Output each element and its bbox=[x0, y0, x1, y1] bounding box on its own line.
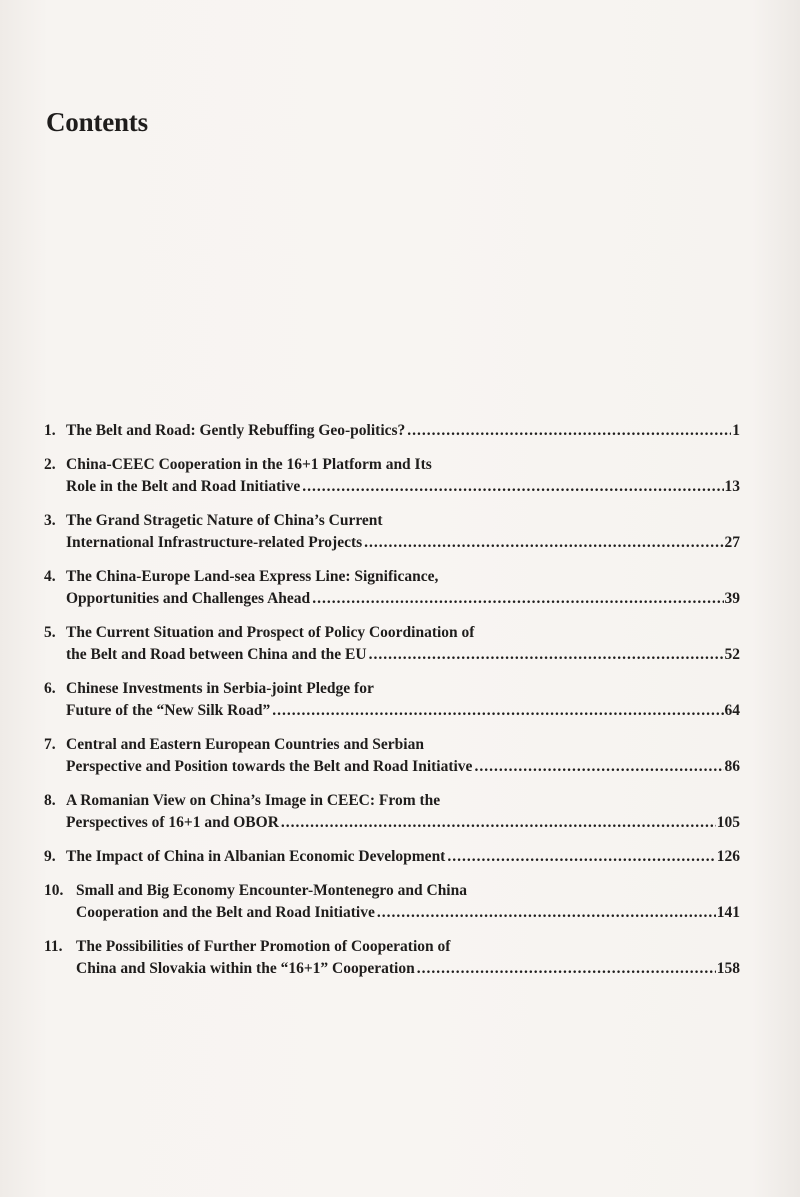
dot-leader bbox=[312, 588, 723, 610]
entry-title-line: The Current Situation and Prospect of Policy Coordination of bbox=[66, 624, 475, 641]
entry-page-number: 86 bbox=[724, 758, 740, 775]
toc-entry bbox=[44, 510, 740, 554]
entry-number: 5. bbox=[44, 624, 56, 641]
entry-number: 10. bbox=[44, 882, 64, 899]
toc-entry bbox=[44, 454, 740, 498]
entry-title-line: China-CEEC Cooperation in the 16+1 Platform and Its bbox=[66, 456, 432, 473]
entry-title-line: Perspectives of 16+1 and OBOR bbox=[66, 814, 279, 831]
entry-number: 7. bbox=[44, 736, 56, 753]
toc-entry bbox=[44, 880, 740, 924]
dot-leader bbox=[377, 902, 716, 924]
entry-title-line: China and Slovakia within the “16+1” Cooperation bbox=[76, 960, 415, 977]
dot-leader bbox=[369, 644, 724, 666]
entry-page-number: 39 bbox=[724, 590, 740, 607]
entry-number: 3. bbox=[44, 512, 56, 529]
entry-page-number: 126 bbox=[716, 848, 740, 865]
entry-title-line: Central and Eastern European Countries and Serbian bbox=[66, 736, 424, 753]
entry-title-line: The Possibilities of Further Promotion of Cooperation of bbox=[76, 938, 451, 955]
entry-title-line: The Grand Stragetic Nature of China’s Current bbox=[66, 512, 383, 529]
entry-page-number: 158 bbox=[716, 960, 740, 977]
entry-number: 6. bbox=[44, 680, 56, 697]
dot-leader bbox=[474, 756, 723, 778]
dot-leader bbox=[302, 476, 723, 498]
toc-entry bbox=[44, 622, 740, 666]
entry-title-line: the Belt and Road between China and the EU bbox=[66, 646, 367, 663]
entry-page-number: 52 bbox=[724, 646, 740, 663]
entry-page-number: 141 bbox=[716, 904, 740, 921]
toc-entry bbox=[44, 734, 740, 778]
entry-page-number: 27 bbox=[724, 534, 740, 551]
entry-title-line: Small and Big Economy Encounter-Montenegro and China bbox=[76, 882, 467, 899]
entry-title-line: The Belt and Road: Gently Rebuffing Geo-politics? bbox=[66, 422, 406, 439]
entry-number: 2. bbox=[44, 456, 56, 473]
entry-title-line: Opportunities and Challenges Ahead bbox=[66, 590, 311, 607]
entry-number: 11. bbox=[44, 938, 63, 955]
entry-page-number: 105 bbox=[716, 814, 740, 831]
entry-number: 4. bbox=[44, 568, 56, 585]
entry-title-line: The China-Europe Land-sea Express Line: Significance, bbox=[66, 568, 439, 585]
toc-entry bbox=[44, 846, 740, 868]
dot-leader bbox=[407, 420, 731, 442]
dot-leader bbox=[272, 700, 723, 722]
dot-leader bbox=[417, 958, 716, 980]
entry-number: 1. bbox=[44, 422, 56, 439]
entry-title-line: The Impact of China in Albanian Economic Development bbox=[66, 848, 446, 865]
entry-number: 9. bbox=[44, 848, 56, 865]
entry-title-line: Cooperation and the Belt and Road Initiative bbox=[76, 904, 375, 921]
entry-title-line: A Romanian View on China’s Image in CEEC: From the bbox=[66, 792, 441, 809]
entry-number: 8. bbox=[44, 792, 56, 809]
entry-page-number: 64 bbox=[724, 702, 740, 719]
dot-leader bbox=[364, 532, 723, 554]
entry-page-number: 13 bbox=[724, 478, 740, 495]
dot-leader bbox=[447, 846, 715, 868]
entry-page-number: 1 bbox=[732, 422, 740, 439]
table-of-contents bbox=[44, 420, 740, 992]
entry-title-line: International Infrastructure-related Projects bbox=[66, 534, 363, 551]
toc-entry bbox=[44, 790, 740, 834]
page-title: Contents bbox=[46, 107, 148, 137]
dot-leader bbox=[281, 812, 716, 834]
toc-entry bbox=[44, 566, 740, 610]
entry-title-line: Perspective and Position towards the Belt and Road Initiative bbox=[66, 758, 473, 775]
toc-entry bbox=[44, 678, 740, 722]
toc-entry bbox=[44, 420, 740, 442]
entry-title-line: Future of the “New Silk Road” bbox=[66, 702, 271, 719]
entry-title-line: Role in the Belt and Road Initiative bbox=[66, 478, 301, 495]
toc-entry bbox=[44, 936, 740, 980]
entry-title-line: Chinese Investments in Serbia-joint Pledge for bbox=[66, 680, 374, 697]
